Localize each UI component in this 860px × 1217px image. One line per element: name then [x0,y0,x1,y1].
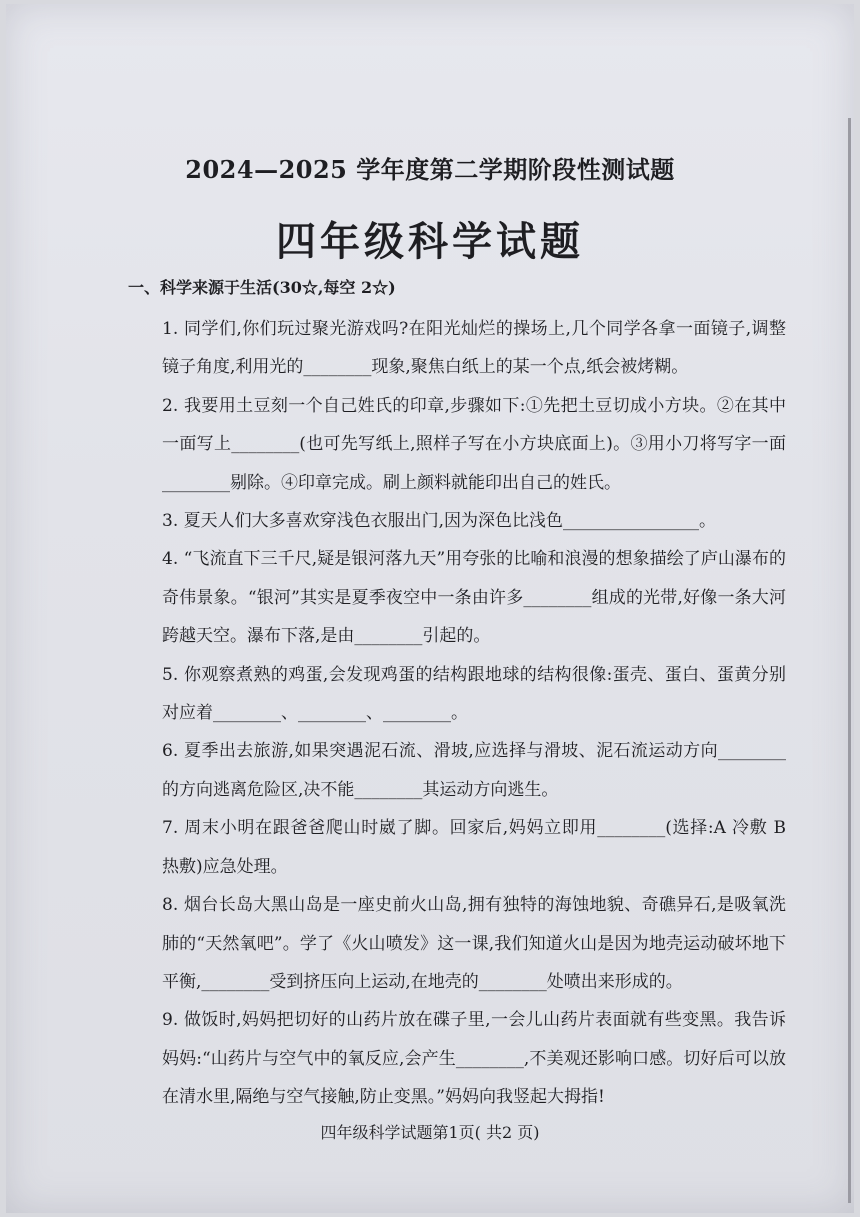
question-list [162,310,786,1117]
section-title: 一、科学来源于生活(30☆,每空 2☆) [128,278,396,297]
question-8: 8. 烟台长岛大黑山岛是一座史前火山岛,拥有独特的海蚀地貌、奇礁异石,是吸氧洗肺的“天然氧吧”。学了《火山喷发》这一课,我们知道火山是因为地壳运动破坏地下平衡,________受到挤压向上运动,在地壳的________处喷出来形成的。 [162,895,786,992]
page-footer: 四年级科学试题第1页( 共2 页) [320,1123,540,1142]
question-6: 6. 夏季出去旅游,如果突遇泥石流、滑坡,应选择与滑坡、泥石流运动方向________的方向逃离危险区,决不能________其运动方向逃生。 [162,741,786,800]
question-1: 1. 同学们,你们玩过聚光游戏吗?在阳光灿烂的操场上,几个同学各拿一面镜子,调整镜子角度,利用光的________现象,聚焦白纸上的某一个点,纸会被烤糊。 [162,319,786,378]
paper-edge-line [848,118,851,1203]
question-2: 2. 我要用土豆刻一个自己姓氏的印章,步骤如下:①先把土豆切成小方块。②在其中一面写上________(也可先写纸上,照样子写在小方块底面上)。③用小刀将写字一面________剔除。④印章完成。刷上颜料就能印出自己的姓氏。 [162,395,786,493]
question-9: 9. 做饭时,妈妈把切好的山药片放在碟子里,一会儿山药片表面就有些变黑。我告诉妈妈:“山药片与空气中的氧反应,会产生________,不美观还影响口感。切好后可以放在清水里,隔绝与空气接触,防止变黑。”妈妈向我竖起大拇指! [162,1010,786,1108]
question-7: 7. 周末小明在跟爸爸爬山时崴了脚。回家后,妈妈立即用________(选择:A 冷敷 B 热敷)应急处理。 [162,818,786,877]
question-3: 3. 夏天人们大多喜欢穿浅色衣服出门,因为深色比浅色________________。 [162,511,717,532]
question-4: 4. “飞流直下三千尺,疑是银河落九天”用夸张的比喻和浪漫的想象描绘了庐山瀑布的奇伟景象。“银河”其实是夏季夜空中一条由许多________组成的光带,好像一条大河跨越天空。瀑布下落,是由________引起的。 [162,549,786,647]
question-5: 5. 你观察煮熟的鸡蛋,会发现鸡蛋的结构跟地球的结构很像:蛋壳、蛋白、蛋黄分别对应着________、________、________。 [162,664,786,724]
exam-header: 2024—2025 学年度第二学期阶段性测试题 [185,155,675,184]
exam-title: 四年级科学试题 [276,218,584,265]
